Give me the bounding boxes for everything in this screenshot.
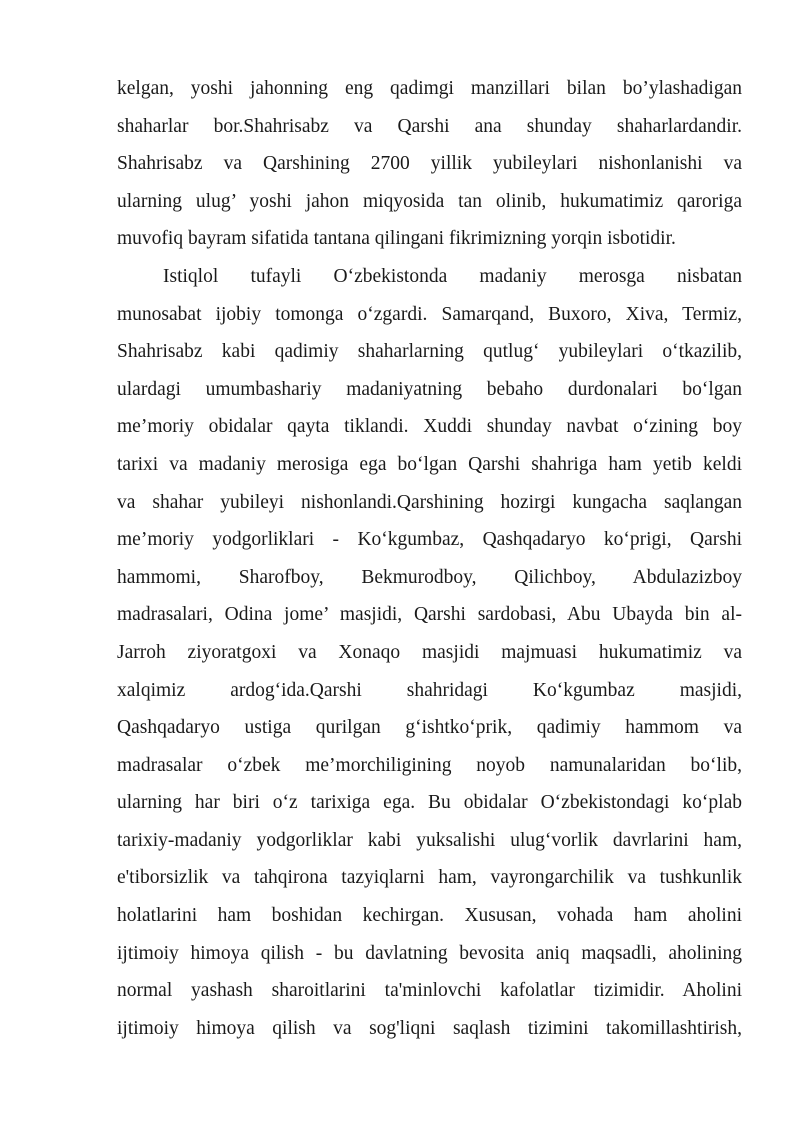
text-line: muvofiq bayram sifatida tantana qilingani fikrimizning yorqin isbotidir. [117,228,676,250]
text-line: shaharlar bor.Shahrisabz va Qarshi ana shunday shaharlardandir. [117,115,742,137]
text-line: Shahrisabz kabi qadimiy shaharlarning qutlug‘ yubileylari o‘tkazilib, [117,341,742,363]
text-line: tarixiy-madaniy yodgorliklar kabi yuksalishi ulug‘vorlik davrlarini ham, [117,829,742,851]
text-line: ulardagi umumbashariy madaniyatning bebaho durdonalari bo‘lgan [117,378,742,400]
text-line: Shahrisabz va Qarshining 2700 yillik yubileylari nishonlanishi va [117,153,742,175]
text-line: Qashqadaryo ustiga qurilgan g‘ishtko‘prik, qadimiy hammom va [117,717,742,739]
text-line: ijtimoiy himoya qilish - bu davlatning bevosita aniq maqsadli, aholining [117,942,742,964]
text-line: e'tiborsizlik va tahqirona tazyiqlarni ham, vayrongarchilik va tushkunlik [117,867,742,889]
text-line: ularning ulug’ yoshi jahon miqyosida tan olinib, hukumatimiz qaroriga [117,190,742,212]
text-line: ularning har biri o‘z tarixiga ega. Bu obidalar O‘zbekistondagi ko‘plab [117,792,742,814]
text-line: hammomi, Sharofboy, Bekmurodboy, Qilichboy, Abdulazizboy [117,566,742,588]
paragraph-first-line: Istiqlol tufayli O‘zbekistonda madaniy merosga nisbatan [163,265,742,287]
text-line: madrasalar o‘zbek me’morchiligining noyob namunalaridan bo‘lib, [117,754,742,776]
text-line: munosabat ijobiy tomonga o‘zgardi. Samarqand, Buxoro, Xiva, Termiz, [117,303,742,325]
body-text [117,70,742,1047]
text-line: Jarroh ziyoratgoxi va Xonaqo masjidi majmuasi hukumatimiz va [117,641,742,663]
text-line: xalqimiz ardog‘ida.Qarshi shahridagi Ko‘kgumbaz masjidi, [117,679,742,701]
text-line: madrasalari, Odina jome’ masjidi, Qarshi sardobasi, Abu Ubayda bin al- [117,604,742,626]
text-line: holatlarini ham boshidan kechirgan. Xususan, vohada ham aholini [117,905,742,927]
text-line: tarixi va madaniy merosiga ega bo‘lgan Qarshi shahriga ham yetib keldi [117,453,742,475]
text-line: ijtimoiy himoya qilish va sog'liqni saqlash tizimini takomillashtirish, [117,1017,742,1039]
text-line: normal yashash sharoitlarini ta'minlovchi kafolatlar tizimidir. Aholini [117,980,742,1002]
text-line: me’moriy obidalar qayta tiklandi. Xuddi shunday navbat o‘zining boy [117,416,742,438]
text-line: va shahar yubileyi nishonlandi.Qarshining hozirgi kungacha saqlangan [117,491,742,513]
text-line: kelgan, yoshi jahonning eng qadimgi manzillari bilan bo’ylashadigan [117,78,742,99]
text-line: me’moriy yodgorliklari - Ko‘kgumbaz, Qashqadaryo ko‘prigi, Qarshi [117,529,742,551]
